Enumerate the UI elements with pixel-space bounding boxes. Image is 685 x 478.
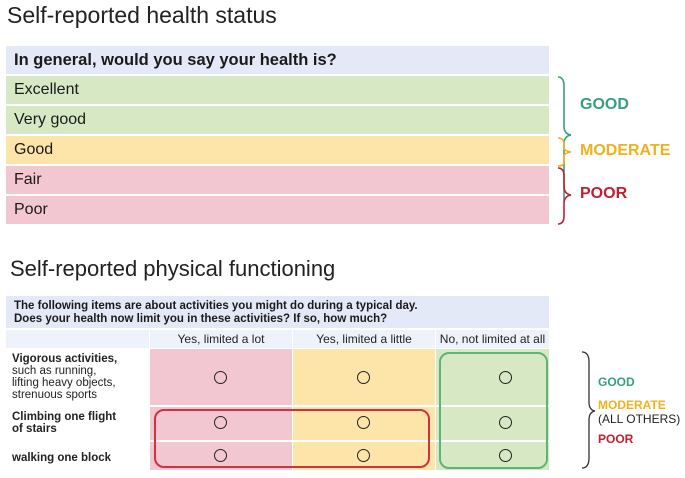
row-label-vigorous-line2: lifting heavy objects,: [12, 377, 116, 389]
func-category-all-others: (ALL OTHERS): [598, 412, 681, 426]
row-label-vigorous: [12, 353, 117, 401]
option-good: Good: [6, 136, 549, 164]
category-good: GOOD: [580, 96, 629, 113]
functioning-intro: [6, 296, 549, 328]
row-label-stairs-bold2: of stairs: [12, 423, 57, 435]
row-label-vigorous-bold: Vigorous activities,: [12, 353, 118, 365]
category-brackets: [556, 74, 578, 228]
colhead-limited-lot: Yes, limited a lot: [150, 330, 292, 348]
intro-line-2: Does your health now limit you in these activities? If so, how much?: [14, 313, 388, 325]
row-label-vigorous-line1: such as running,: [12, 365, 97, 377]
row-label-vigorous-line3: strenuous sports: [12, 389, 98, 401]
health-status-title: Self-reported health status: [7, 2, 277, 28]
func-category-moderate: MODERATE: [598, 398, 666, 412]
functioning-bracket: [580, 350, 598, 470]
option-excellent: Excellent: [6, 76, 549, 104]
row-label-stairs: [12, 411, 116, 435]
colhead-limited-little: Yes, limited a little: [293, 330, 435, 348]
radio-vigorous-little[interactable]: [357, 371, 370, 384]
func-category-good: GOOD: [598, 375, 635, 389]
category-poor: POOR: [580, 185, 628, 202]
colhead-not-limited: No, not limited at all: [436, 330, 549, 348]
poor-outline: [154, 409, 430, 468]
physical-functioning-title: Self-reported physical functioning: [10, 256, 336, 281]
functioning-bracket-path: [582, 352, 595, 468]
intro-line-1: The following items are about activities you might do during a typical day.: [14, 300, 418, 312]
func-category-poor: POOR: [598, 432, 634, 446]
option-fair: Fair: [6, 166, 549, 194]
option-very-good: Very good: [6, 106, 549, 134]
good-outline: [439, 352, 548, 469]
category-moderate: MODERATE: [580, 142, 671, 159]
radio-vigorous-lot[interactable]: [214, 371, 227, 384]
colhead-blank: [6, 330, 149, 348]
row-label-walking: [12, 452, 111, 464]
option-poor: Poor: [6, 196, 549, 224]
health-question: In general, would you say your health is?: [6, 46, 549, 74]
row-label-stairs-bold: Climbing one flight: [12, 411, 117, 423]
row-label-walking-bold: walking one block: [12, 452, 112, 464]
